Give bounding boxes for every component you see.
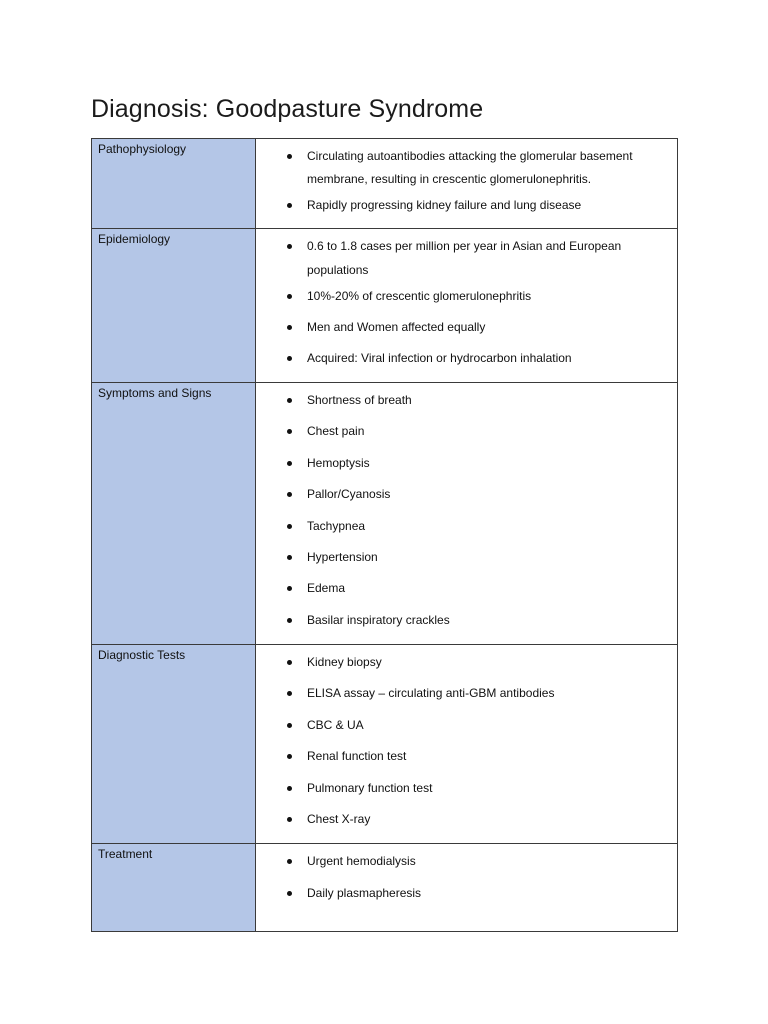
row-label: Treatment xyxy=(92,844,256,932)
table-row-epidemiology xyxy=(92,229,678,383)
list-item: ELISA assay – circulating anti-GBM antibodies xyxy=(256,682,677,704)
row-label: Epidemiology xyxy=(92,229,256,383)
row-label: Diagnostic Tests xyxy=(92,645,256,844)
row-content xyxy=(256,383,678,645)
row-content xyxy=(256,229,678,383)
diagnosis-table xyxy=(91,138,678,932)
bullet-list xyxy=(256,383,677,631)
row-content xyxy=(256,844,678,932)
list-item: Circulating autoantibodies attacking the glomerular basement membrane, resulting in crescentic glomerulonephritis. xyxy=(256,145,677,191)
list-item: Edema xyxy=(256,577,677,599)
bullet-list xyxy=(256,229,677,370)
list-item: Chest pain xyxy=(256,420,677,442)
list-item: CBC & UA xyxy=(256,714,677,736)
row-label: Symptoms and Signs xyxy=(92,383,256,645)
table-row-diagnostic-tests xyxy=(92,645,678,844)
list-item: 10%-20% of crescentic glomerulonephritis xyxy=(256,284,677,308)
table-row-treatment xyxy=(92,844,678,932)
list-item: Basilar inspiratory crackles xyxy=(256,609,677,631)
list-item: Daily plasmapheresis xyxy=(256,882,677,904)
list-item: Acquired: Viral infection or hydrocarbon inhalation xyxy=(256,346,677,370)
list-item: Pulmonary function test xyxy=(256,777,677,799)
list-item: Hypertension xyxy=(256,546,677,568)
list-item: 0.6 to 1.8 cases per million per year in Asian and European populations xyxy=(256,234,677,282)
list-item: Men and Women affected equally xyxy=(256,315,677,339)
table-row-pathophysiology xyxy=(92,139,678,229)
list-item: Renal function test xyxy=(256,745,677,767)
list-item: Tachypnea xyxy=(256,515,677,537)
bullet-list xyxy=(256,139,677,217)
row-content xyxy=(256,139,678,229)
bullet-list xyxy=(256,645,677,830)
list-item: Chest X-ray xyxy=(256,808,677,830)
list-item: Pallor/Cyanosis xyxy=(256,483,677,505)
list-item: Shortness of breath xyxy=(256,389,677,411)
list-item: Kidney biopsy xyxy=(256,651,677,673)
bullet-list xyxy=(256,844,677,904)
page-title: Diagnosis: Goodpasture Syndrome xyxy=(91,95,484,123)
list-item: Urgent hemodialysis xyxy=(256,850,677,872)
row-content xyxy=(256,645,678,844)
table-row-symptoms-and-signs xyxy=(92,383,678,645)
list-item: Rapidly progressing kidney failure and lung disease xyxy=(256,194,677,217)
list-item: Hemoptysis xyxy=(256,452,677,474)
row-label: Pathophysiology xyxy=(92,139,256,229)
